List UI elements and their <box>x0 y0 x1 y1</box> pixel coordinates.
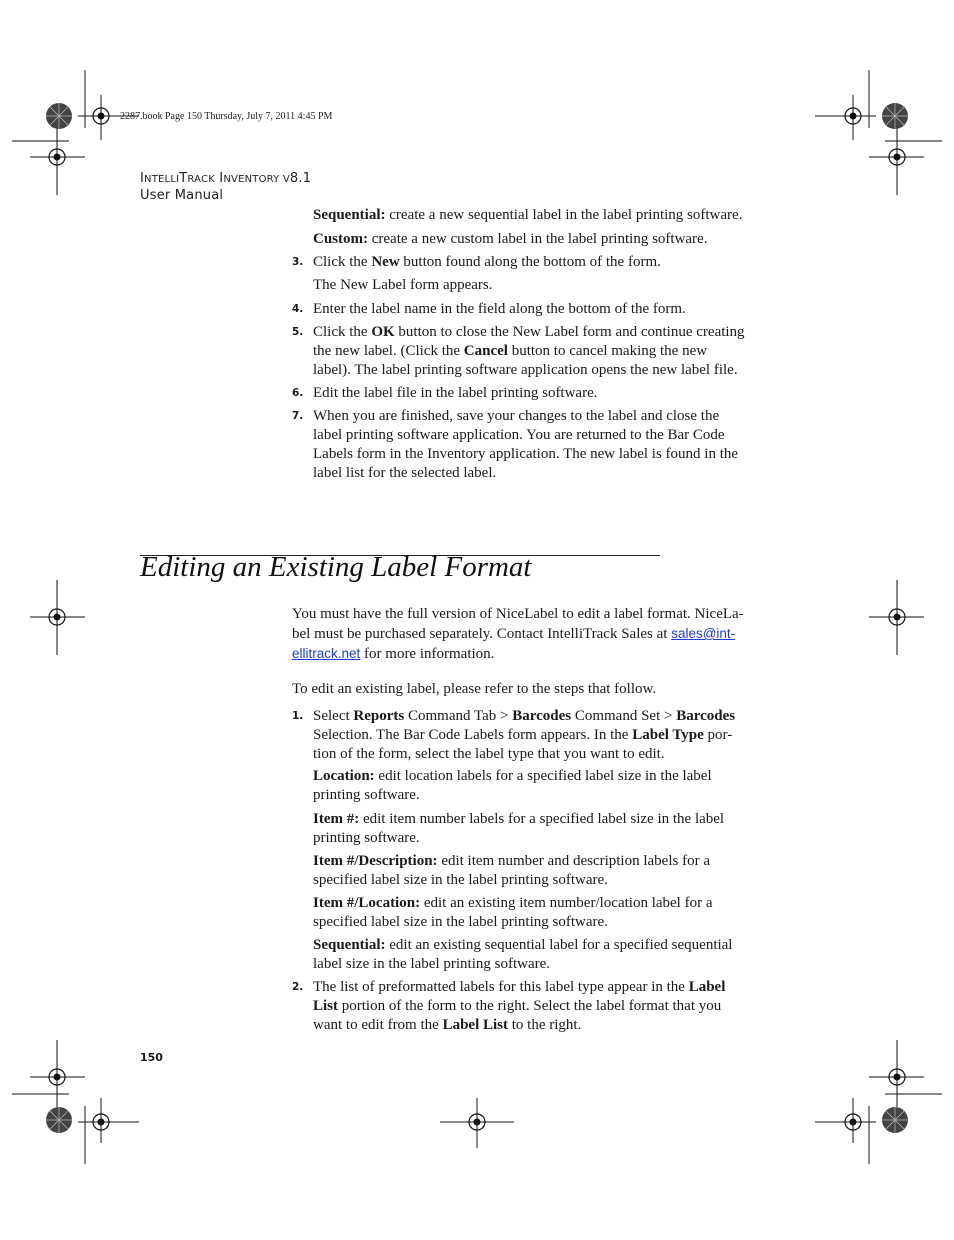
step-result-text: The New Label form appears. <box>313 277 493 293</box>
step-number: 7. <box>292 410 304 422</box>
label-type-option: Item #/Location: edit an existing item number/location label for a specified label size in the label printing software. <box>313 895 713 930</box>
option-sequential-create: Sequential: create a new sequential label in the label printing software. <box>313 207 743 223</box>
step-1-number: 1. <box>292 710 304 722</box>
page-number: 150 <box>140 1051 163 1064</box>
intro-paragraph: You must have the full version of NiceLabel to edit a label format. NiceLa- bel must be purchased separately. Contact IntelliTrack Sales at sales@int- ellitrack.net for more information. <box>292 606 744 662</box>
sales-email-link-cont[interactable]: ellitrack.net <box>292 646 361 661</box>
step-number: 4. <box>292 303 304 315</box>
step-2-number: 2. <box>292 981 304 993</box>
step-text: Edit the label file in the label printing software. <box>313 385 598 401</box>
step-text: Click the New button found along the bottom of the form. <box>313 254 661 270</box>
step-number: 6. <box>292 387 304 399</box>
step-1-text: Select Reports Command Tab > Barcodes Command Set > Barcodes Selection. The Bar Code Labels form appears. In the Label Type por- tion of the form, select the label type that you want to edit. <box>313 708 736 762</box>
option-custom-create: Custom: create a new custom label in the label printing software. <box>313 231 708 247</box>
label-type-option: Location: edit location labels for a specified label size in the label printing software. <box>313 768 712 803</box>
label-type-option: Sequential: edit an existing sequential label for a specified sequential label size in the label printing software. <box>313 937 733 972</box>
step-text: Click the OK button to close the New Label form and continue creating the new label. (Click the Cancel button to cancel making the new label). The label printing software application opens the new label file. <box>313 324 745 378</box>
step-text: When you are finished, save your changes to the label and close the label printing software application. You are returned to the Bar Code Labels form in the Inventory application. The new label is found in the label list for the selected label. <box>313 408 739 481</box>
step-number: 3. <box>292 256 304 268</box>
lead-paragraph: To edit an existing label, please refer to the steps that follow. <box>292 681 657 697</box>
step-2-text: The list of preformatted labels for this label type appear in the Label List portion of the form to the right. Select the label format that you want to edit from the Label List to the right. <box>313 979 726 1033</box>
step-text: Enter the label name in the field along the bottom of the form. <box>313 301 686 317</box>
label-type-option: Item #/Description: edit item number and description labels for a specified label size in the label printing software. <box>313 853 710 888</box>
label-type-option: Item #: edit item number labels for a specified label size in the label printing software. <box>313 811 725 846</box>
sales-email-link[interactable]: sales@int- <box>671 626 736 641</box>
running-header-subtitle: User Manual <box>140 188 224 203</box>
running-header-title: INTELLITRACK INVENTORY V8.1 <box>140 171 312 186</box>
section-title: Editing an Existing Label Format <box>140 551 532 583</box>
step-number: 5. <box>292 326 304 338</box>
slug-line: 2287.book Page 150 Thursday, July 7, 2011 4:45 PM <box>120 111 333 122</box>
